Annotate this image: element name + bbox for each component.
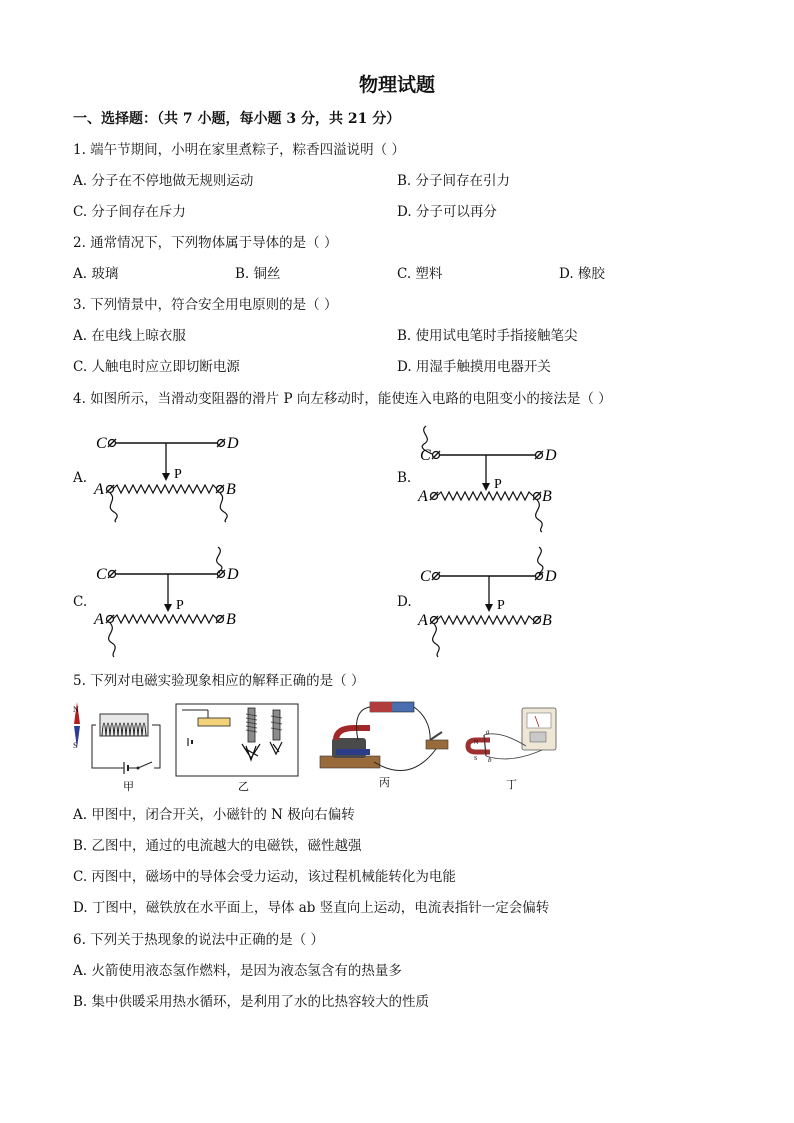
terminal-d-label: D <box>545 568 557 585</box>
rheostat-figure-b <box>416 424 576 534</box>
terminal-a-label: A <box>418 488 428 505</box>
page-title: 物理试题 <box>358 74 435 96</box>
caption-bing: 丙 <box>379 777 390 789</box>
question-5-stem: 5. 下列对电磁实验现象相应的解释正确的是（ ） <box>73 673 365 689</box>
question-2-option-c: C. 塑料 <box>397 266 443 282</box>
terminal-a-label: A <box>94 481 104 498</box>
slider-p-label: P <box>497 598 505 613</box>
question-4-option-d: D. <box>397 594 412 610</box>
terminal-a-label: A <box>94 611 104 628</box>
question-1-option-c: C. 分子间存在斥力 <box>73 204 186 220</box>
conductor-b-label: b <box>488 756 492 764</box>
question-4-option-c: C. <box>73 594 88 610</box>
question-6-option-a: A. 火箭使用液态氢作燃料，是因为液态氢含有的热量多 <box>73 963 402 979</box>
question-4-option-b: B. <box>397 470 412 486</box>
wire-lead-a <box>109 623 116 657</box>
rheostat-figure-a <box>92 428 252 523</box>
caption-jia: 甲 <box>123 781 134 793</box>
question-5-option-a: A. 甲图中，闭合开关，小磁针的 N 极向右偏转 <box>73 807 355 823</box>
question-1-option-a: A. 分子在不停地做无规则运动 <box>73 173 254 189</box>
figure-jia <box>73 702 160 793</box>
wire-lead-d <box>538 547 543 575</box>
question-2-option-b: B. 铜丝 <box>235 266 281 282</box>
terminal-c-label: C <box>96 566 107 583</box>
question-3-option-a: A. 在电线上晾衣服 <box>73 328 186 344</box>
terminal-a-label: A <box>418 612 428 629</box>
question-3-option-c: C. 人触电时应立即切断电源 <box>73 359 240 375</box>
magnet-s-label: S <box>474 756 478 762</box>
question-1-stem: 1. 端午节期间，小明在家里煮粽子，粽香四溢说明（ ） <box>73 142 405 158</box>
question-5-option-b: B. 乙图中，通过的电流越大的电磁铁，磁性越强 <box>73 838 362 854</box>
figure-ding <box>468 708 556 791</box>
slider-p-label: P <box>174 467 182 482</box>
section-heading: 一、选择题：（共 7 小题，每小题 3 分，共 21 分） <box>73 111 401 127</box>
question-1-option-b: B. 分子间存在引力 <box>397 173 511 189</box>
wire-lead-d <box>217 547 222 573</box>
question-3-option-b: B. 使用试电笔时手指接触笔尖 <box>397 328 578 344</box>
compass-n-label: N <box>73 705 79 714</box>
rheostat-figure-c <box>92 545 252 660</box>
question-6-option-b: B. 集中供暖采用热水循环，是利用了水的比热容较大的性质 <box>73 994 430 1010</box>
terminal-d-label: D <box>227 566 239 583</box>
terminal-b-label: B <box>542 488 552 505</box>
conductor-a-label: a <box>486 728 490 736</box>
magnet-n-label: N <box>474 740 479 746</box>
question-4-option-a: A. <box>73 470 88 486</box>
slider-p-label: P <box>176 598 184 613</box>
question-4-stem: 4. 如图所示，当滑动变阻器的滑片 P 向左移动时，能使连入电路的电阻变小的接法是（ ） <box>73 391 612 407</box>
caption-ding: 丁 <box>506 779 517 791</box>
question-5-option-d: D. 丁图中，磁铁放在水平面上，导体 ab 竖直向上运动，电流表指针一定会偏转 <box>73 900 550 916</box>
question-2-stem: 2. 通常情况下，下列物体属于导体的是（ ） <box>73 235 338 251</box>
compass-s-label: S <box>73 741 78 750</box>
question-5-option-c: C. 丙图中，磁场中的导体会受力运动，该过程机械能转化为电能 <box>73 869 456 885</box>
question-3-stem: 3. 下列情景中，符合安全用电原则的是（ ） <box>73 297 338 313</box>
wire-lead-a <box>110 493 117 522</box>
question-3-option-d: D. 用湿手触摸用电器开关 <box>397 359 551 375</box>
terminal-d-label: D <box>227 435 239 452</box>
question-1-option-d: D. 分子可以再分 <box>397 204 497 220</box>
question-6-stem: 6. 下列关于热现象的说法中正确的是（ ） <box>73 932 324 948</box>
terminal-c-label: C <box>96 435 107 452</box>
terminal-b-label: B <box>226 611 236 628</box>
figure-bing <box>320 702 448 789</box>
figure-yi <box>176 704 298 793</box>
electromagnet-figures <box>70 700 570 796</box>
rheostat-figure-d <box>416 545 576 660</box>
terminal-d-label: D <box>545 447 557 464</box>
question-2-option-a: A. 玻璃 <box>73 266 119 282</box>
terminal-c-label: C <box>420 568 431 585</box>
terminal-c-label: C <box>420 447 431 464</box>
slider-p-label: P <box>494 477 502 492</box>
terminal-b-label: B <box>542 612 552 629</box>
wire-lead-a <box>433 624 440 657</box>
question-2-option-d: D. 橡胶 <box>559 266 605 282</box>
caption-yi: 乙 <box>238 781 249 793</box>
terminal-b-label: B <box>226 481 236 498</box>
